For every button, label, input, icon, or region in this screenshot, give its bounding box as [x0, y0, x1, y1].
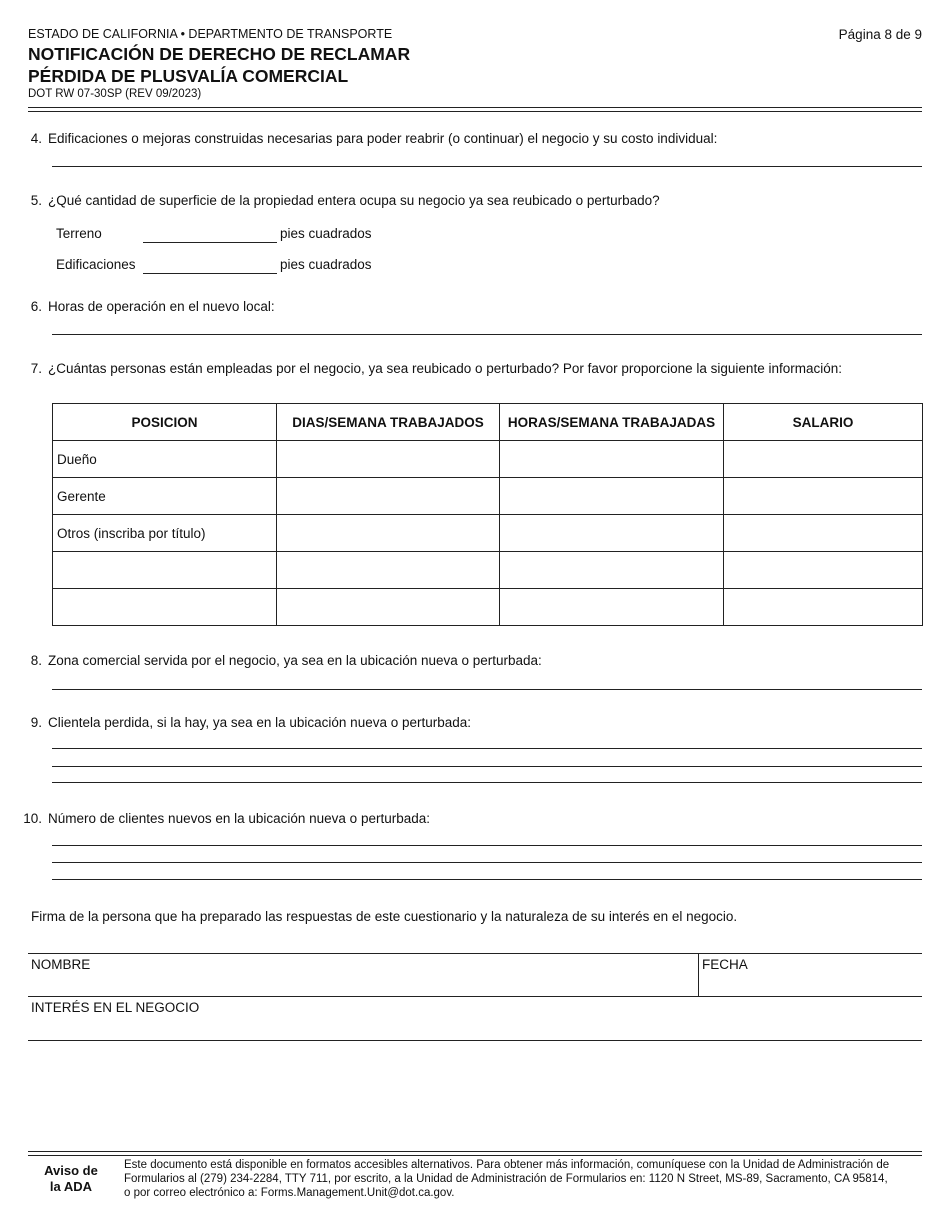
land-label: Terreno: [56, 226, 102, 241]
ada-text-line1: Este documento está disponible en formatos accesibles alternativos. Para obtener más información, comuníquese con la Unidad de Administración de: [124, 1159, 890, 1171]
question-8-number: 8.: [30, 653, 42, 668]
ada-notice-text: [124, 1158, 916, 1200]
salary-cell[interactable]: [724, 515, 923, 552]
question-6-number: 6.: [30, 299, 42, 314]
question-4-answer-line[interactable]: [52, 166, 922, 167]
interest-field[interactable]: [28, 1016, 922, 1039]
form-title: [28, 43, 410, 87]
position-cell: Otros (inscriba por título): [53, 515, 277, 552]
footer-rule-top: [28, 1151, 922, 1152]
column-header-hours: HORAS/SEMANA TRABAJADAS: [500, 404, 724, 441]
land-unit: pies cuadrados: [280, 226, 372, 241]
position-cell[interactable]: [53, 552, 277, 589]
salary-cell[interactable]: [724, 552, 923, 589]
days-cell[interactable]: [277, 515, 500, 552]
days-cell[interactable]: [277, 552, 500, 589]
question-4-text: Edificaciones o mejoras construidas necesarias para poder reabrir (o continuar) el negocio y su costo individual:: [48, 131, 718, 146]
name-label: NOMBRE: [31, 957, 91, 972]
form-title-line2: PÉRDIDA DE PLUSVALÍA COMERCIAL: [28, 66, 349, 86]
question-9-answer-line[interactable]: [52, 782, 922, 783]
question-10-answer-line[interactable]: [52, 862, 922, 863]
question-5-number: 5.: [30, 193, 42, 208]
question-6-answer-line[interactable]: [52, 334, 922, 335]
question-10-answer-line[interactable]: [52, 845, 922, 846]
days-cell[interactable]: [277, 589, 500, 626]
table-header-row: [53, 404, 923, 441]
salary-cell[interactable]: [724, 441, 923, 478]
days-cell[interactable]: [277, 441, 500, 478]
table-row: [53, 515, 923, 552]
employees-table: [52, 403, 923, 626]
ada-text-line3: o por correo electrónico a: Forms.Management.Unit@dot.ca.gov.: [124, 1187, 455, 1199]
question-9-answer-line[interactable]: [52, 748, 922, 749]
question-7-text: ¿Cuántas personas están empleadas por el negocio, ya sea reubicado o perturbado? Por favor proporcione la siguiente información:: [48, 361, 842, 376]
position-cell: Gerente: [53, 478, 277, 515]
signature-statement: Firma de la persona que ha preparado las respuestas de este cuestionario y la naturaleza de su interés en el negocio.: [31, 909, 738, 924]
form-number: DOT RW 07-30SP (REV 09/2023): [28, 88, 202, 100]
footer-rule-bottom: [28, 1155, 922, 1156]
date-field[interactable]: [700, 972, 920, 995]
question-6-text: Horas de operación en el nuevo local:: [48, 299, 275, 314]
question-8-answer-line[interactable]: [52, 689, 922, 690]
question-10-answer-line[interactable]: [52, 879, 922, 880]
agency-name: ESTADO DE CALIFORNIA • DEPARTMENTO DE TRANSPORTE: [28, 27, 393, 41]
table-row: [53, 478, 923, 515]
position-cell[interactable]: [53, 589, 277, 626]
question-5-text: ¿Qué cantidad de superficie de la propiedad entera ocupa su negocio ya sea reubicado o perturbado?: [48, 193, 660, 208]
question-10-number: 10.: [23, 811, 42, 826]
buildings-unit: pies cuadrados: [280, 257, 372, 272]
hours-cell[interactable]: [500, 552, 724, 589]
hours-cell[interactable]: [500, 441, 724, 478]
table-row: [53, 589, 923, 626]
ada-title-line1: Aviso de: [44, 1163, 98, 1178]
date-label: FECHA: [702, 957, 748, 972]
interest-label: INTERÉS EN EL NEGOCIO: [31, 1000, 200, 1015]
form-title-line1: NOTIFICACIÓN DE DERECHO DE RECLAMAR: [28, 44, 411, 64]
column-header-position: POSICION: [53, 404, 277, 441]
ada-text-line2: Formularios al (279) 234-2284, TTY 711, por escrito, a la Unidad de Administración de Formularios en: 1120 N Street, MS-89, Sacramento, CA 95814,: [124, 1173, 888, 1185]
salary-cell[interactable]: [724, 478, 923, 515]
column-header-days: DIAS/SEMANA TRABAJADOS: [277, 404, 500, 441]
hours-cell[interactable]: [500, 589, 724, 626]
table-row: [53, 552, 923, 589]
table-row: [53, 441, 923, 478]
question-7-number: 7.: [30, 361, 42, 376]
name-date-divider: [698, 953, 699, 997]
page-number: Página 8 de 9: [838, 27, 922, 42]
ada-title-line2: la ADA: [49, 1179, 93, 1194]
hours-cell[interactable]: [500, 478, 724, 515]
position-cell: Dueño: [53, 441, 277, 478]
question-10-text: Número de clientes nuevos en la ubicación nueva o perturbada:: [48, 811, 430, 826]
question-9-text: Clientela perdida, si la hay, ya sea en la ubicación nueva o perturbada:: [48, 715, 472, 730]
question-4-number: 4.: [30, 131, 42, 146]
buildings-label: Edificaciones: [56, 257, 136, 272]
ada-notice-title: [36, 1163, 106, 1195]
question-9-number: 9.: [30, 715, 42, 730]
days-cell[interactable]: [277, 478, 500, 515]
question-9-answer-line[interactable]: [52, 766, 922, 767]
buildings-area-field[interactable]: [143, 273, 277, 274]
salary-cell[interactable]: [724, 589, 923, 626]
name-field[interactable]: [28, 972, 696, 995]
question-8-text: Zona comercial servida por el negocio, ya sea en la ubicación nueva o perturbada:: [48, 653, 542, 668]
header-rule-bottom: [28, 111, 922, 112]
header-rule-top: [28, 107, 922, 108]
column-header-salary: SALARIO: [724, 404, 923, 441]
land-area-field[interactable]: [143, 242, 277, 243]
hours-cell[interactable]: [500, 515, 724, 552]
